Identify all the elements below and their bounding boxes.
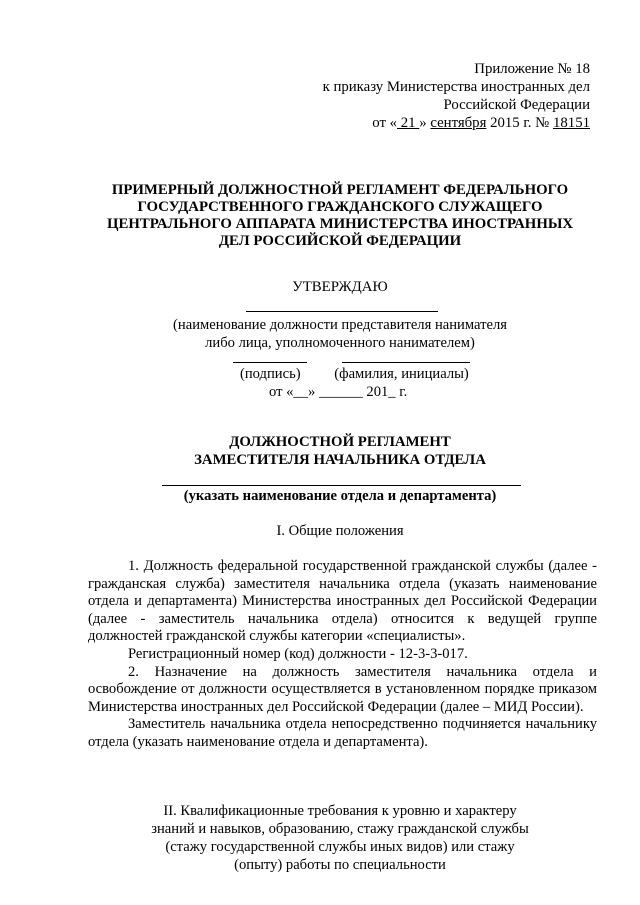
document-title-line: ГОСУДАРСТВЕННОГО ГРАЖДАНСКОГО СЛУЖАЩЕГО <box>137 199 543 215</box>
annex-month: сентября <box>430 115 487 131</box>
annex-day: 21 <box>397 115 420 131</box>
approval-heading: УТВЕРЖДАЮ <box>292 279 388 295</box>
approval-date: от «__» ______ 201_ г. <box>269 384 408 400</box>
section-body <box>88 558 597 752</box>
annex-order-number: 18151 <box>553 115 590 131</box>
annex-date-mid: » <box>419 115 431 131</box>
annex-order-ref: к приказу Министерства иностранных дел <box>322 79 590 95</box>
annex-date-prefix: от « <box>372 115 398 131</box>
paragraph: Заместитель начальника отдела непосредственно подчиняется начальнику отдела (указать наименование отдела и департамента). <box>88 716 597 750</box>
section-heading-line: (стажу государственной службы иных видов) или стажу <box>165 839 515 855</box>
section-heading-line: (опыту) работы по специальности <box>234 857 446 873</box>
section-heading-line: II. Квалификационные требования к уровню и характеру <box>163 803 517 819</box>
section-heading-line: знаний и навыков, образованию, стажу гражданской службы <box>151 821 529 837</box>
signature-fill-line <box>233 362 307 363</box>
annex-number: Приложение № 18 <box>474 61 590 77</box>
annex-country: Российской Федерации <box>443 97 590 113</box>
annex-year: 2015 г. № <box>486 115 553 131</box>
name-label: (фамилия, инициалы) <box>334 366 469 382</box>
annex-date <box>323 114 590 132</box>
regulation-title-line: ЗАМЕСТИТЕЛЯ НАЧАЛЬНИКА ОТДЕЛА <box>194 452 486 468</box>
regulation-title-line: ДОЛЖНОСТНОЙ РЕГЛАМЕНТ <box>229 434 451 450</box>
regulation-title <box>120 433 560 469</box>
approval-fill-line <box>246 311 438 312</box>
approval-desc-line: либо лица, уполномоченного нанимателем) <box>205 335 475 351</box>
approval-desc-line: (наименование должности представителя нанимателя <box>173 317 507 333</box>
paragraph: 2. Назначение на должность заместителя начальника отдела и освобождение от должности осуществляется в установленном порядке приказом Министерства иностранных дел Российской Федерации (далее – МИД России). <box>88 663 597 715</box>
annex-header <box>323 60 590 132</box>
document-title-line: ДЕЛ РОССИЙСКОЙ ФЕДЕРАЦИИ <box>218 233 462 249</box>
approval-description <box>140 316 540 352</box>
paragraph: Регистрационный номер (код) должности - 12-3-3-017. <box>128 645 468 662</box>
signature-labels <box>236 366 496 383</box>
signature-label: (подпись) <box>240 366 301 382</box>
section-heading: I. Общие положения <box>276 523 404 539</box>
document-title-line: ПРИМЕРНЫЙ ДОЛЖНОСТНОЙ РЕГЛАМЕНТ ФЕДЕРАЛЬНОГО <box>111 182 569 198</box>
department-fill-line <box>162 485 521 486</box>
paragraph: 1. Должность федеральной государственной гражданской службы (далее - гражданская служба) заместителя начальника отдела (указать наименование отдела и департамента) Министерства иностранных дел Российской Федерации (далее - заместитель начальника отдела) относится к ведущей группе должностей гражданской службы категории «специалисты». <box>88 558 597 645</box>
document-title <box>80 182 600 250</box>
section-heading <box>90 802 590 874</box>
department-note: (указать наименование отдела и департамента) <box>183 488 497 504</box>
name-fill-line <box>342 362 470 363</box>
document-title-line: ЦЕНТРАЛЬНОГО АППАРАТА МИНИСТЕРСТВА ИНОСТРАННЫХ <box>106 216 574 232</box>
